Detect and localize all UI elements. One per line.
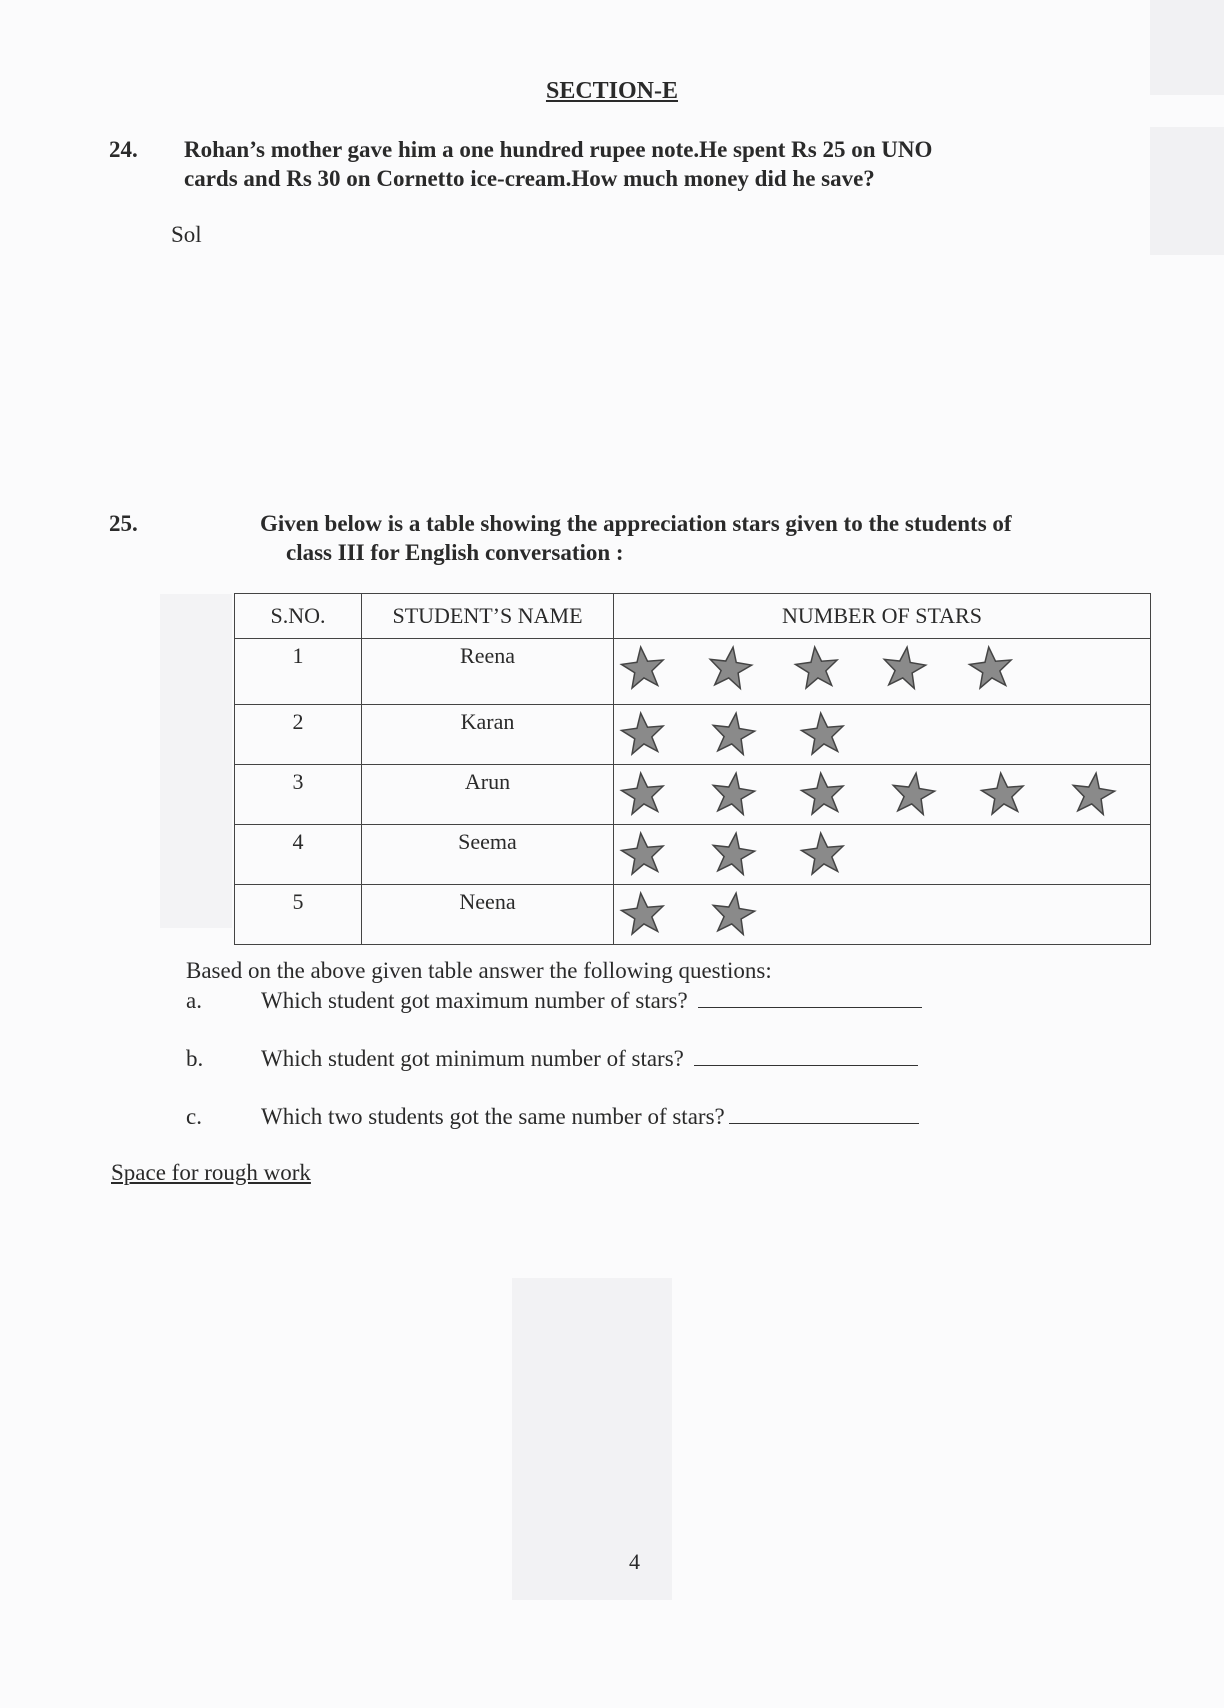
q25-line-2: class III for English conversation :: [286, 540, 624, 565]
table-row: [235, 765, 1151, 825]
star-icon: [1068, 769, 1118, 819]
row-stars-cell: [614, 825, 1151, 885]
row-stars-cell: [614, 765, 1151, 825]
question-a: [186, 988, 922, 1014]
answer-c-blank[interactable]: [729, 1122, 919, 1124]
row-stars-cell: [614, 639, 1151, 705]
star-icon: [618, 709, 668, 759]
q25-intro: Based on the above given table answer the following questions:: [186, 958, 772, 983]
question-c: [186, 1104, 919, 1130]
q24-number: 24.: [109, 137, 138, 162]
row-student-name: Arun: [362, 765, 614, 825]
star-icon: [618, 829, 668, 879]
question-c-label: c.: [186, 1104, 202, 1129]
q24-line-1: Rohan’s mother gave him a one hundred rupee note.He spent Rs 25 on UNO: [184, 137, 933, 162]
answer-b-blank[interactable]: [694, 1064, 918, 1066]
header-number-of-stars: NUMBER OF STARS: [614, 594, 1151, 639]
header-student-name: STUDENT’S NAME: [362, 594, 614, 639]
scan-patch-table-left: [160, 594, 232, 928]
q24-sol-label: Sol: [171, 222, 202, 247]
row-sno: 1: [235, 639, 362, 705]
question-b-label: b.: [186, 1046, 204, 1071]
star-icon: [618, 889, 668, 939]
star-icon: [798, 769, 848, 819]
row-sno: 2: [235, 705, 362, 765]
question-b-text: Which student got minimum number of stars?: [261, 1046, 684, 1071]
table-row: [235, 705, 1151, 765]
star-icon: [708, 889, 758, 939]
section-title: SECTION-E: [545, 78, 679, 104]
star-icon: [618, 769, 668, 819]
table-row: [235, 825, 1151, 885]
row-student-name: Reena: [362, 639, 614, 705]
row-student-name: Neena: [362, 885, 614, 945]
star-icon: [966, 643, 1016, 693]
scan-patch-right: [1150, 127, 1224, 255]
table-row: [235, 639, 1151, 705]
star-icon: [879, 643, 929, 693]
table-header-row: [235, 594, 1151, 639]
star-icon: [978, 769, 1028, 819]
question-a-text: Which student got maximum number of stars?: [261, 988, 688, 1013]
q25-number: 25.: [109, 511, 138, 536]
row-sno: 5: [235, 885, 362, 945]
question-b: [186, 1046, 918, 1072]
star-icon: [708, 769, 758, 819]
question-a-label: a.: [186, 988, 202, 1013]
row-stars-cell: [614, 705, 1151, 765]
question-c-text: Which two students got the same number of stars?: [261, 1104, 725, 1129]
row-sno: 4: [235, 825, 362, 885]
star-icon: [708, 709, 758, 759]
q24-text: [184, 135, 932, 193]
row-stars-cell: [614, 885, 1151, 945]
row-sno: 3: [235, 765, 362, 825]
star-icon: [708, 829, 758, 879]
star-icon: [618, 643, 668, 693]
star-icon: [792, 643, 842, 693]
q25-line-1: Given below is a table showing the appreciation stars given to the students of: [260, 511, 1012, 536]
q25-text: [260, 509, 1012, 567]
row-student-name: Karan: [362, 705, 614, 765]
page-number: 4: [629, 1549, 640, 1574]
star-icon: [798, 709, 848, 759]
rough-work-label: Space for rough work: [111, 1160, 311, 1185]
answer-a-blank[interactable]: [698, 1006, 922, 1008]
table-row: [235, 885, 1151, 945]
stars-table: [234, 593, 1151, 945]
scan-patch-bottom: [512, 1278, 672, 1600]
row-student-name: Seema: [362, 825, 614, 885]
q24-line-2: cards and Rs 30 on Cornetto ice-cream.How much money did he save?: [184, 166, 875, 191]
star-icon: [798, 829, 848, 879]
star-icon: [705, 643, 755, 693]
header-sno: S.NO.: [235, 594, 362, 639]
star-icon: [888, 769, 938, 819]
